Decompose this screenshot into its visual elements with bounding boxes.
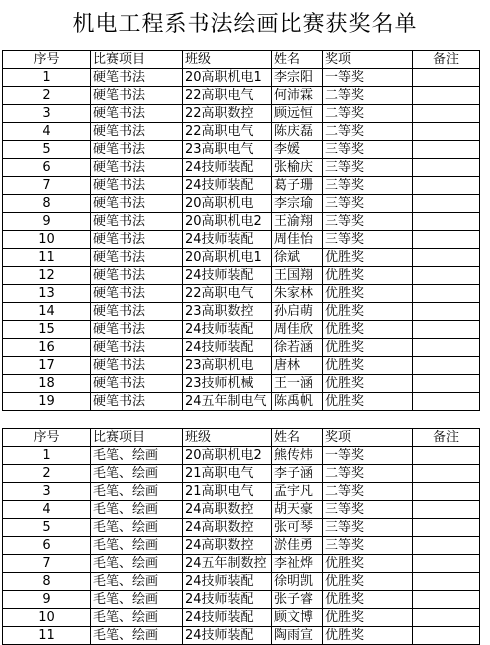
- award-cell: 优胜奖: [323, 573, 413, 591]
- award-cell: 优胜奖: [323, 267, 413, 285]
- table-row: [3, 87, 480, 105]
- column-header: 姓名: [272, 51, 323, 69]
- event-cell: 硬笔书法: [91, 267, 183, 285]
- class-cell: 24五年制电气: [183, 393, 272, 411]
- award-cell: 二等奖: [323, 483, 413, 501]
- award-cell: 三等奖: [323, 231, 413, 249]
- note-cell: [413, 303, 480, 321]
- name-cell: 顾文博: [272, 609, 323, 627]
- name-cell: 陈禹帆: [272, 393, 323, 411]
- event-cell: 硬笔书法: [91, 141, 183, 159]
- serial-cell: 5: [3, 519, 91, 537]
- name-cell: 孟宇凡: [272, 483, 323, 501]
- table-row: [3, 69, 480, 87]
- table-row: [3, 159, 480, 177]
- event-cell: 硬笔书法: [91, 303, 183, 321]
- note-cell: [413, 555, 480, 573]
- class-cell: 24技师装配: [183, 321, 272, 339]
- name-cell: 何沛霖: [272, 87, 323, 105]
- name-cell: 徐明凯: [272, 573, 323, 591]
- table-row: [3, 213, 480, 231]
- table-row: [3, 501, 480, 519]
- class-cell: 24高职数控: [183, 519, 272, 537]
- name-cell: 胡天豪: [272, 501, 323, 519]
- serial-cell: 1: [3, 69, 91, 87]
- class-cell: 20高职机电2: [183, 447, 272, 465]
- event-cell: 毛笔、绘画: [91, 591, 183, 609]
- table-row: [3, 321, 480, 339]
- column-header: 比赛项目: [91, 51, 183, 69]
- column-header: 姓名: [272, 429, 323, 447]
- name-cell: 李子涵: [272, 465, 323, 483]
- serial-cell: 2: [3, 87, 91, 105]
- note-cell: [413, 393, 480, 411]
- serial-cell: 5: [3, 141, 91, 159]
- note-cell: [413, 465, 480, 483]
- event-cell: 毛笔、绘画: [91, 609, 183, 627]
- class-cell: 24技师装配: [183, 231, 272, 249]
- name-cell: 陈庆磊: [272, 123, 323, 141]
- table-row: [3, 627, 480, 645]
- event-cell: 毛笔、绘画: [91, 519, 183, 537]
- table-row: [3, 105, 480, 123]
- class-cell: 24技师装配: [183, 573, 272, 591]
- event-cell: 硬笔书法: [91, 69, 183, 87]
- table-row: [3, 483, 480, 501]
- class-cell: 21高职电气: [183, 465, 272, 483]
- serial-cell: 8: [3, 195, 91, 213]
- note-cell: [413, 69, 480, 87]
- class-cell: 23高职数控: [183, 303, 272, 321]
- class-cell: 23高职机电: [183, 357, 272, 375]
- table-row: [3, 393, 480, 411]
- note-cell: [413, 267, 480, 285]
- column-header: 序号: [3, 429, 91, 447]
- event-cell: 毛笔、绘画: [91, 483, 183, 501]
- event-cell: 硬笔书法: [91, 87, 183, 105]
- serial-cell: 13: [3, 285, 91, 303]
- class-cell: 24技师装配: [183, 267, 272, 285]
- name-cell: 张榆庆: [272, 159, 323, 177]
- class-cell: 20高职机电1: [183, 249, 272, 267]
- serial-cell: 7: [3, 555, 91, 573]
- note-cell: [413, 537, 480, 555]
- class-cell: 24技师装配: [183, 177, 272, 195]
- event-cell: 硬笔书法: [91, 249, 183, 267]
- award-cell: 三等奖: [323, 213, 413, 231]
- award-cell: 优胜奖: [323, 627, 413, 645]
- serial-cell: 6: [3, 159, 91, 177]
- event-cell: 硬笔书法: [91, 339, 183, 357]
- award-cell: 三等奖: [323, 195, 413, 213]
- event-cell: 毛笔、绘画: [91, 465, 183, 483]
- serial-cell: 17: [3, 357, 91, 375]
- event-cell: 毛笔、绘画: [91, 537, 183, 555]
- event-cell: 毛笔、绘画: [91, 501, 183, 519]
- class-cell: 23技师机械: [183, 375, 272, 393]
- event-cell: 硬笔书法: [91, 159, 183, 177]
- award-cell: 优胜奖: [323, 249, 413, 267]
- table-row: [3, 231, 480, 249]
- note-cell: [413, 627, 480, 645]
- serial-cell: 18: [3, 375, 91, 393]
- name-cell: 周佳怡: [272, 231, 323, 249]
- header-row: [3, 429, 480, 447]
- award-cell: 二等奖: [323, 465, 413, 483]
- table-row: [3, 249, 480, 267]
- note-cell: [413, 483, 480, 501]
- event-cell: 硬笔书法: [91, 213, 183, 231]
- award-cell: 优胜奖: [323, 321, 413, 339]
- serial-cell: 15: [3, 321, 91, 339]
- column-header: 序号: [3, 51, 91, 69]
- note-cell: [413, 321, 480, 339]
- serial-cell: 14: [3, 303, 91, 321]
- name-cell: 李祉烨: [272, 555, 323, 573]
- serial-cell: 2: [3, 465, 91, 483]
- table-row: [3, 609, 480, 627]
- event-cell: 硬笔书法: [91, 375, 183, 393]
- award-cell: 二等奖: [323, 105, 413, 123]
- award-cell: 三等奖: [323, 177, 413, 195]
- class-cell: 21高职电气: [183, 483, 272, 501]
- event-cell: 硬笔书法: [91, 285, 183, 303]
- award-cell: 三等奖: [323, 519, 413, 537]
- award-cell: 三等奖: [323, 537, 413, 555]
- name-cell: 张可琴: [272, 519, 323, 537]
- award-cell: 优胜奖: [323, 591, 413, 609]
- class-cell: 22高职数控: [183, 105, 272, 123]
- name-cell: 李媛: [272, 141, 323, 159]
- name-cell: 王一涵: [272, 375, 323, 393]
- serial-cell: 3: [3, 483, 91, 501]
- note-cell: [413, 519, 480, 537]
- serial-cell: 19: [3, 393, 91, 411]
- event-cell: 硬笔书法: [91, 195, 183, 213]
- event-cell: 硬笔书法: [91, 321, 183, 339]
- column-header: 班级: [183, 429, 272, 447]
- table-row: [3, 537, 480, 555]
- table-row: [3, 357, 480, 375]
- table-row: [3, 177, 480, 195]
- serial-cell: 3: [3, 105, 91, 123]
- serial-cell: 9: [3, 591, 91, 609]
- column-header: 奖项: [323, 51, 413, 69]
- table-row: [3, 465, 480, 483]
- class-cell: 24高职数控: [183, 537, 272, 555]
- serial-cell: 1: [3, 447, 91, 465]
- class-cell: 20高职机电: [183, 195, 272, 213]
- award-cell: 优胜奖: [323, 393, 413, 411]
- name-cell: 顾远恒: [272, 105, 323, 123]
- table-row: [3, 555, 480, 573]
- class-cell: 24技师装配: [183, 609, 272, 627]
- class-cell: 20高职机电2: [183, 213, 272, 231]
- award-cell: 优胜奖: [323, 303, 413, 321]
- award-cell: 优胜奖: [323, 285, 413, 303]
- award-cell: 二等奖: [323, 123, 413, 141]
- name-cell: 朱家林: [272, 285, 323, 303]
- table-row: [3, 573, 480, 591]
- serial-cell: 11: [3, 627, 91, 645]
- class-cell: 23高职电气: [183, 141, 272, 159]
- serial-cell: 10: [3, 609, 91, 627]
- award-cell: 优胜奖: [323, 339, 413, 357]
- note-cell: [413, 87, 480, 105]
- award-cell: 优胜奖: [323, 555, 413, 573]
- award-cell: 三等奖: [323, 501, 413, 519]
- note-cell: [413, 195, 480, 213]
- award-table-hardpen: [2, 50, 480, 411]
- column-header: 备注: [413, 429, 480, 447]
- event-cell: 硬笔书法: [91, 357, 183, 375]
- award-cell: 三等奖: [323, 141, 413, 159]
- class-cell: 22高职电气: [183, 123, 272, 141]
- column-header: 奖项: [323, 429, 413, 447]
- award-cell: 优胜奖: [323, 375, 413, 393]
- class-cell: 22高职电气: [183, 285, 272, 303]
- table-row: [3, 591, 480, 609]
- serial-cell: 10: [3, 231, 91, 249]
- event-cell: 硬笔书法: [91, 105, 183, 123]
- note-cell: [413, 249, 480, 267]
- name-cell: 孙启萌: [272, 303, 323, 321]
- name-cell: 熊传炜: [272, 447, 323, 465]
- note-cell: [413, 177, 480, 195]
- class-cell: 24技师装配: [183, 339, 272, 357]
- event-cell: 毛笔、绘画: [91, 573, 183, 591]
- note-cell: [413, 447, 480, 465]
- serial-cell: 8: [3, 573, 91, 591]
- column-header: 备注: [413, 51, 480, 69]
- table-row: [3, 195, 480, 213]
- name-cell: 李宗阳: [272, 69, 323, 87]
- table-row: [3, 303, 480, 321]
- name-cell: 徐若涵: [272, 339, 323, 357]
- table-row: [3, 519, 480, 537]
- serial-cell: 4: [3, 501, 91, 519]
- note-cell: [413, 159, 480, 177]
- class-cell: 24技师装配: [183, 627, 272, 645]
- name-cell: 周佳欣: [272, 321, 323, 339]
- event-cell: 硬笔书法: [91, 123, 183, 141]
- award-table-brush-painting: [2, 428, 480, 645]
- award-cell: 优胜奖: [323, 609, 413, 627]
- note-cell: [413, 141, 480, 159]
- serial-cell: 9: [3, 213, 91, 231]
- note-cell: [413, 339, 480, 357]
- event-cell: 硬笔书法: [91, 177, 183, 195]
- table-row: [3, 123, 480, 141]
- event-cell: 毛笔、绘画: [91, 555, 183, 573]
- table-row: [3, 339, 480, 357]
- name-cell: 陶雨宣: [272, 627, 323, 645]
- header-row: [3, 51, 480, 69]
- note-cell: [413, 231, 480, 249]
- table-row: [3, 375, 480, 393]
- table-row: [3, 141, 480, 159]
- event-cell: 硬笔书法: [91, 231, 183, 249]
- name-cell: 王国翔: [272, 267, 323, 285]
- serial-cell: 7: [3, 177, 91, 195]
- note-cell: [413, 213, 480, 231]
- name-cell: 徐斌: [272, 249, 323, 267]
- column-header: 班级: [183, 51, 272, 69]
- award-cell: 二等奖: [323, 87, 413, 105]
- column-header: 比赛项目: [91, 429, 183, 447]
- page-title: 机电工程系书法绘画比赛获奖名单: [72, 12, 418, 37]
- serial-cell: 12: [3, 267, 91, 285]
- name-cell: 葛子珊: [272, 177, 323, 195]
- serial-cell: 16: [3, 339, 91, 357]
- table-row: [3, 267, 480, 285]
- class-cell: 22高职电气: [183, 87, 272, 105]
- table-row: [3, 447, 480, 465]
- serial-cell: 6: [3, 537, 91, 555]
- note-cell: [413, 357, 480, 375]
- name-cell: 唐林: [272, 357, 323, 375]
- class-cell: 24技师装配: [183, 591, 272, 609]
- award-cell: 三等奖: [323, 159, 413, 177]
- class-cell: 24技师装配: [183, 159, 272, 177]
- class-cell: 24五年制数控: [183, 555, 272, 573]
- note-cell: [413, 375, 480, 393]
- award-cell: 一等奖: [323, 69, 413, 87]
- note-cell: [413, 573, 480, 591]
- name-cell: 王渝翔: [272, 213, 323, 231]
- table-row: [3, 285, 480, 303]
- class-cell: 20高职机电1: [183, 69, 272, 87]
- name-cell: 张子睿: [272, 591, 323, 609]
- name-cell: 李宗瑜: [272, 195, 323, 213]
- note-cell: [413, 501, 480, 519]
- note-cell: [413, 609, 480, 627]
- note-cell: [413, 285, 480, 303]
- event-cell: 硬笔书法: [91, 393, 183, 411]
- event-cell: 毛笔、绘画: [91, 627, 183, 645]
- award-cell: 优胜奖: [323, 357, 413, 375]
- event-cell: 毛笔、绘画: [91, 447, 183, 465]
- award-cell: 一等奖: [323, 447, 413, 465]
- note-cell: [413, 105, 480, 123]
- note-cell: [413, 123, 480, 141]
- note-cell: [413, 591, 480, 609]
- class-cell: 24高职数控: [183, 501, 272, 519]
- serial-cell: 11: [3, 249, 91, 267]
- name-cell: 淤佳勇: [272, 537, 323, 555]
- serial-cell: 4: [3, 123, 91, 141]
